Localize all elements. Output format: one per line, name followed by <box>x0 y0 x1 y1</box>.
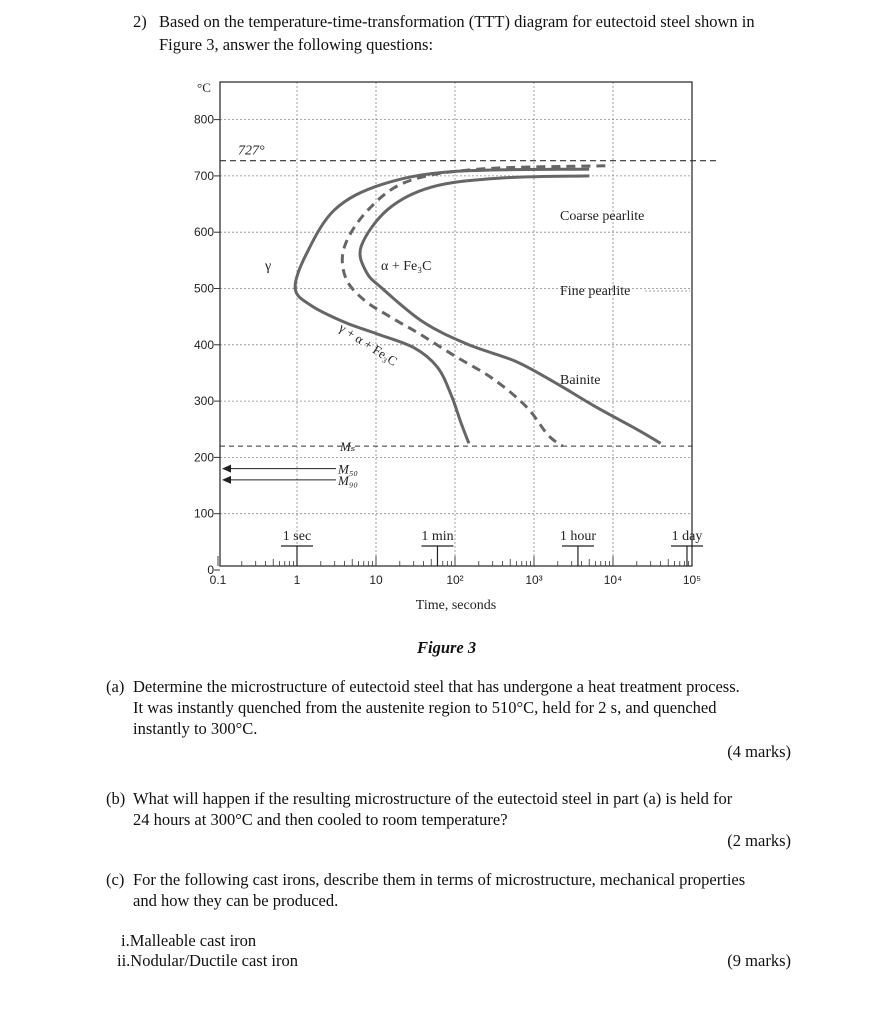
part-a-line3: instantly to 300°C. <box>133 719 258 738</box>
y-tick-label-800: 800 <box>193 112 214 127</box>
part-c-item2: ii.Nodular/Ductile cast iron <box>117 951 298 970</box>
region-label-2: γ + α + Fe₃C <box>336 319 401 369</box>
part-a-line1: Determine the microstructure of eutectoid steel that has undergone a heat treatment process. <box>133 677 740 696</box>
time-marker-label-0: 1 sec <box>282 529 312 544</box>
part-b-marks: (2 marks) <box>727 831 791 850</box>
m-label-1: M₅₀ <box>338 461 358 477</box>
y-tick-label-100: 100 <box>193 506 214 521</box>
time-marker-label-2: 1 hour <box>559 529 597 544</box>
x-tick-label-4: 10³ <box>525 573 543 587</box>
m-arrow-1 <box>222 465 231 473</box>
part-c-marks: (9 marks) <box>727 951 791 970</box>
martensite-lines <box>220 439 692 488</box>
y-tick-label-0: 0 <box>207 563 214 577</box>
part-c-label: (c) <box>106 870 125 889</box>
y-tick-label-400: 400 <box>193 337 214 352</box>
question-intro-line2: Figure 3, answer the following questions: <box>159 35 434 54</box>
x-tick-label-2: 10 <box>369 573 383 587</box>
x-axis-label: Time, seconds <box>415 598 497 613</box>
x-tick-label-6: 10⁵ <box>682 573 702 587</box>
x-axis <box>210 556 702 587</box>
part-b-label: (b) <box>106 789 126 808</box>
x-tick-label-5: 10⁴ <box>603 573 623 587</box>
region-label-5: Bainite <box>560 373 601 388</box>
transformation-curves <box>295 166 660 446</box>
part-c-line2: and how they can be produced. <box>133 891 339 910</box>
region-label-0: γ <box>265 259 272 274</box>
figure-caption: Figure 3 <box>417 638 477 657</box>
eutectoid-temp-label: 727° <box>238 143 265 159</box>
part-b-line1: What will happen if the resulting microstructure of the eutectoid steel in part (a) is held for <box>133 789 733 808</box>
region-label-3: Coarse pearlite <box>560 209 645 224</box>
y-tick-label-500: 500 <box>193 281 214 296</box>
time-markers <box>281 529 703 566</box>
y-tick-label-200: 200 <box>193 450 214 465</box>
question-intro-line1: Based on the temperature-time-transformation (TTT) diagram for eutectoid steel shown in <box>159 12 755 31</box>
x-tick-label-1: 1 <box>293 573 301 587</box>
region-label-4: Fine pearlite <box>560 284 631 299</box>
part-c-line1: For the following cast irons, describe them in terms of microstructure, mechanical properties <box>133 870 746 889</box>
x-tick-label-0: 0.1 <box>209 573 227 587</box>
part-b-line2: 24 hours at 300°C and then cooled to room temperature? <box>133 810 508 829</box>
y-axis-label: °C <box>197 80 211 95</box>
curve-fifty-percent <box>342 166 605 446</box>
time-marker-label-3: 1 day <box>671 529 703 544</box>
m-arrow-2 <box>222 476 231 484</box>
ms-label: Mₛ <box>340 439 356 455</box>
part-a-marks: (4 marks) <box>727 742 791 761</box>
y-tick-label-600: 600 <box>193 225 214 240</box>
x-tick-label-3: 10² <box>446 573 464 587</box>
part-a-label: (a) <box>106 677 125 696</box>
y-tick-label-700: 700 <box>193 168 214 183</box>
region-labels <box>264 209 690 388</box>
curve-start <box>295 169 589 443</box>
y-axis <box>194 113 220 577</box>
chart-grid <box>220 82 692 566</box>
m-label-2: M₉₀ <box>338 472 358 488</box>
question-number: 2) <box>133 12 147 31</box>
part-a-line2: It was instantly quenched from the austenite region to 510°C, held for 2 s, and quenched <box>133 698 717 717</box>
region-label-1: α + Fe₃C <box>381 259 432 274</box>
time-marker-label-1: 1 min <box>421 529 454 544</box>
eutectoid-line <box>220 144 716 161</box>
y-tick-label-300: 300 <box>193 394 214 409</box>
plot-frame <box>220 82 692 566</box>
part-c-item1: i.Malleable cast iron <box>121 931 257 950</box>
